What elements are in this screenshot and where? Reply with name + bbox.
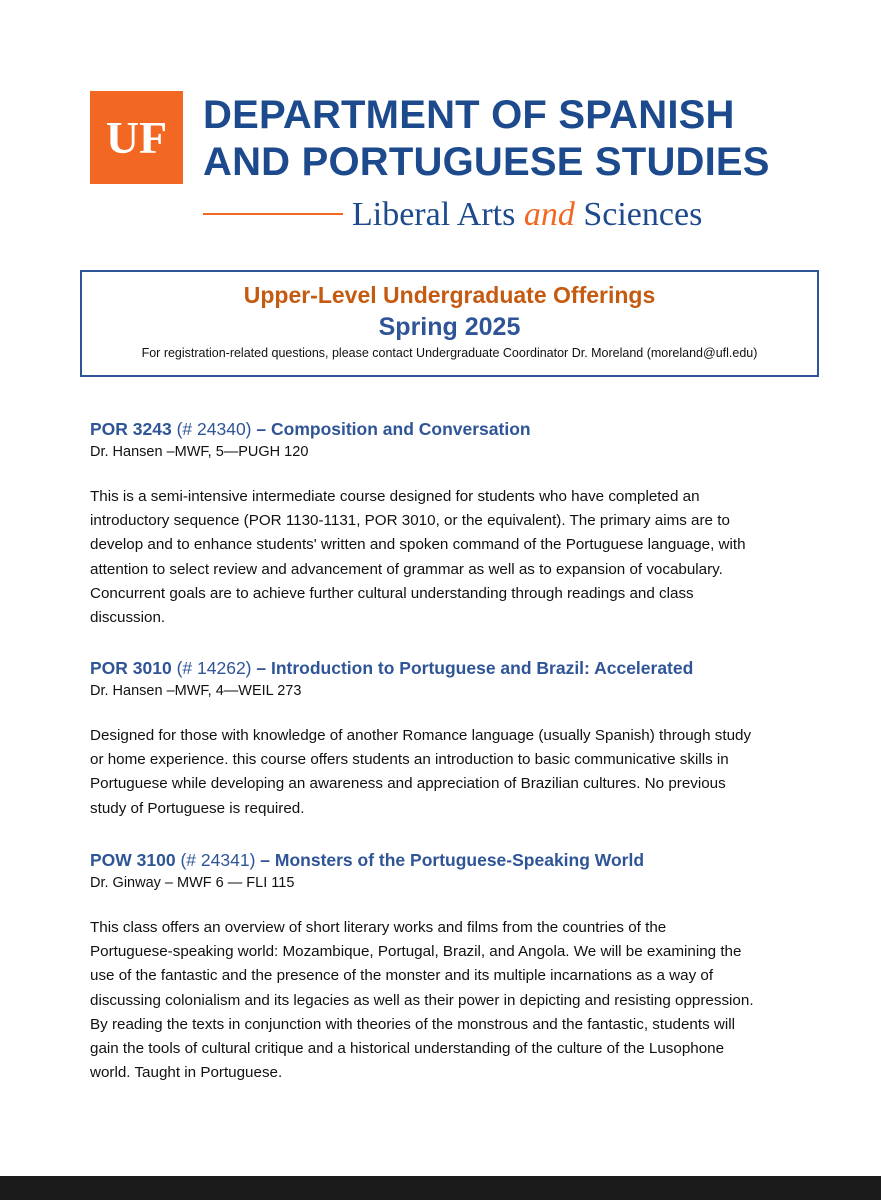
course-por-3243 <box>90 417 810 630</box>
course-code: POR 3243 <box>90 419 172 439</box>
college-name-part-1: Liberal Arts <box>352 196 516 233</box>
course-description <box>90 485 810 630</box>
offerings-title: Upper-Level Undergraduate Offerings <box>243 282 656 308</box>
course-description <box>90 916 810 1085</box>
uf-logo <box>90 91 183 184</box>
college-name-and: and <box>523 196 575 233</box>
course-heading <box>90 417 810 441</box>
course-code: POW 3100 <box>90 850 176 870</box>
description-line: Concurrent goals are to achieve further cultural understanding through readings and class <box>90 584 694 602</box>
course-heading <box>90 656 810 680</box>
course-pow-3100 <box>90 848 810 1085</box>
course-number: (# 24340) <box>176 419 252 439</box>
description-line: or home experience. this course offers students an introduction to basic communicative skills in <box>90 751 729 769</box>
offerings-term: Spring 2025 <box>378 313 521 341</box>
department-title <box>203 92 823 186</box>
description-line: use of the fantastic and the presence of the monster and its multiple incarnations as a way of <box>90 967 714 985</box>
college-divider <box>203 213 343 215</box>
description-line: attention to select review and advancement of grammar as well as to expansion of vocabulary. <box>90 560 723 578</box>
college-name-part-2: Sciences <box>583 196 703 233</box>
description-line: develop and to enhance students' written and spoken command of the Portuguese language, with <box>90 536 746 554</box>
course-description <box>90 724 810 821</box>
description-line: Designed for those with knowledge of another Romance language (usually Spanish) through study <box>90 727 752 744</box>
description-line: introductory sequence (POR 1130-1131, POR 3010, or the equivalent). The primary aims are to <box>90 512 730 530</box>
description-line: world. Taught in Portuguese. <box>90 1064 283 1082</box>
description-line: Portuguese while developing an awareness and appreciation of Brazilian cultures. No previous <box>90 775 726 793</box>
registration-contact: For registration-related questions, please contact Undergraduate Coordinator Dr. Moreland (moreland@ufl.edu) <box>141 346 758 360</box>
course-number: (# 14262) <box>176 658 252 678</box>
description-line: This is a semi-intensive intermediate course designed for students who have completed an <box>90 488 700 505</box>
description-line: This class offers an overview of short literary works and films from the countries of the <box>90 919 667 936</box>
description-line: discussion. <box>90 609 166 627</box>
description-line: discussing colonialism and its legacies as well as their power in depicting and resisting oppression. <box>90 991 754 1009</box>
course-schedule: Dr. Hansen –MWF, 4—WEIL 273 <box>90 683 302 699</box>
department-title-line-2: AND PORTUGUESE STUDIES <box>203 140 770 184</box>
course-number: (# 24341) <box>180 850 256 870</box>
course-name: – Composition and Conversation <box>256 419 531 439</box>
course-code: POR 3010 <box>90 658 172 678</box>
uf-logo-mark <box>90 91 183 184</box>
course-name: – Monsters of the Portuguese-Speaking World <box>260 850 645 870</box>
description-line: By reading the texts in conjunction with theories of the monstrous and the fantastic, students will <box>90 1015 735 1033</box>
description-line: gain the tools of cultural critique and a historical understanding of the culture of the Lusophone <box>90 1040 725 1058</box>
college-name <box>352 193 702 237</box>
course-heading <box>90 848 810 872</box>
uf-logo-text: UF <box>105 112 168 163</box>
description-line: Portuguese-speaking world: Mozambique, Portugal, Brazil, and Angola. We will be examining the <box>90 943 742 961</box>
offerings-header-box <box>80 270 819 377</box>
course-schedule: Dr. Hansen –MWF, 5—PUGH 120 <box>90 444 309 460</box>
department-title-line-1: DEPARTMENT OF SPANISH <box>203 93 735 137</box>
course-name: – Introduction to Portuguese and Brazil: Accelerated <box>256 658 694 678</box>
screen-bottom-bar <box>0 1176 881 1200</box>
course-schedule: Dr. Ginway – MWF 6 — FLI 115 <box>90 875 295 891</box>
description-line: study of Portuguese is required. <box>90 799 305 817</box>
course-por-3010 <box>90 656 810 821</box>
